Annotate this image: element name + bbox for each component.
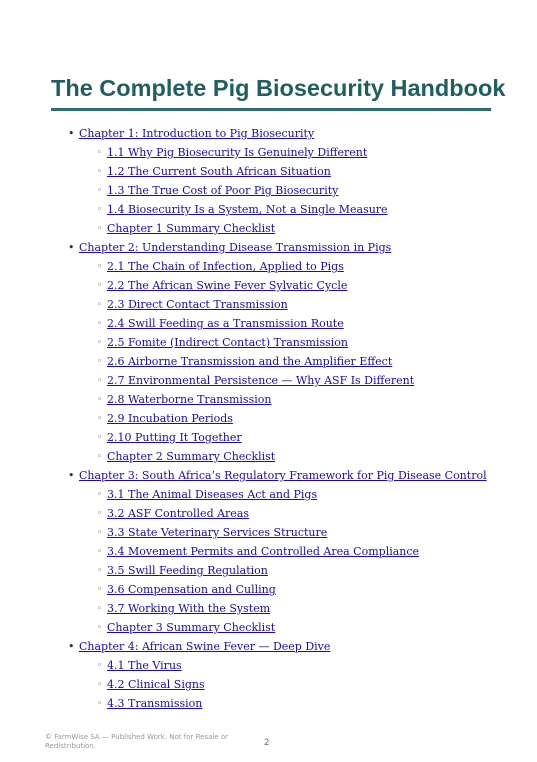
toc-section-list	[79, 145, 537, 237]
toc-section-item	[0, 544, 537, 560]
toc-section-item	[0, 183, 537, 199]
toc-chapter-item	[0, 240, 537, 465]
toc-chapter-item	[0, 639, 537, 712]
toc-section-link[interactable]: 3.2 ASF Controlled Areas	[107, 507, 250, 520]
toc-chapter-link[interactable]: Chapter 4: African Swine Fever — Deep Dive	[79, 640, 331, 653]
toc-section-link[interactable]: 4.2 Clinical Signs	[107, 678, 205, 691]
toc-section-link[interactable]: 2.5 Fomite (Indirect Contact) Transmission	[107, 336, 348, 349]
circle-bullet-icon: ◦	[97, 623, 103, 633]
toc-section-link[interactable]: 3.1 The Animal Diseases Act and Pigs	[107, 488, 318, 501]
toc-section-item	[0, 373, 537, 389]
toc-section-item	[0, 164, 537, 180]
toc-section-item	[0, 430, 537, 446]
circle-bullet-icon: ◦	[97, 604, 103, 614]
circle-bullet-icon: ◦	[97, 680, 103, 690]
toc-section-item	[0, 392, 537, 408]
toc-section-link[interactable]: 2.2 The African Swine Fever Sylvatic Cycle	[107, 279, 348, 292]
toc-section-item	[0, 145, 537, 161]
toc-section-link[interactable]: 2.6 Airborne Transmission and the Amplifier Effect	[107, 355, 393, 368]
toc-chapter-link[interactable]: Chapter 1: Introduction to Pig Biosecurity	[79, 127, 315, 140]
toc-section-link[interactable]: Chapter 2 Summary Checklist	[107, 450, 276, 463]
circle-bullet-icon: ◦	[97, 433, 103, 443]
toc-section-link[interactable]: 2.8 Waterborne Transmission	[107, 393, 272, 406]
toc-chapter-item	[0, 468, 537, 636]
toc-section-link[interactable]: 3.7 Working With the System	[107, 602, 271, 615]
toc-section-item	[0, 297, 537, 313]
toc-section-link[interactable]: 3.5 Swill Feeding Regulation	[107, 564, 268, 577]
toc-section-item	[0, 582, 537, 598]
circle-bullet-icon: ◦	[97, 300, 103, 310]
circle-bullet-icon: ◦	[97, 376, 103, 386]
toc-section-item	[0, 677, 537, 693]
circle-bullet-icon: ◦	[97, 585, 103, 595]
toc-chapter-link[interactable]: Chapter 3: South Africa’s Regulatory Framework for Pig Disease Control	[79, 469, 487, 482]
bullet-icon: •	[68, 469, 75, 482]
toc-section-item	[0, 278, 537, 294]
toc-section-item	[0, 335, 537, 351]
toc-section-item	[0, 411, 537, 427]
toc-section-item	[0, 202, 537, 218]
table-of-contents	[0, 126, 537, 712]
toc-section-link[interactable]: 2.4 Swill Feeding as a Transmission Route	[107, 317, 344, 330]
toc-section-link[interactable]: 1.3 The True Cost of Poor Pig Biosecurity	[107, 184, 339, 197]
toc-chapter-item	[0, 126, 537, 237]
toc-section-list	[79, 487, 537, 636]
circle-bullet-icon: ◦	[97, 566, 103, 576]
toc-section-link[interactable]: Chapter 1 Summary Checklist	[107, 222, 276, 235]
circle-bullet-icon: ◦	[97, 395, 103, 405]
toc-section-item	[0, 696, 537, 712]
circle-bullet-icon: ◦	[97, 661, 103, 671]
toc-section-link[interactable]: 4.1 The Virus	[107, 659, 182, 672]
toc-section-link[interactable]: 2.10 Putting It Together	[107, 431, 242, 444]
circle-bullet-icon: ◦	[97, 547, 103, 557]
bullet-icon: •	[68, 640, 75, 653]
circle-bullet-icon: ◦	[97, 357, 103, 367]
circle-bullet-icon: ◦	[97, 528, 103, 538]
toc-section-link[interactable]: 1.4 Biosecurity Is a System, Not a Single Measure	[107, 203, 388, 216]
page-number: 2	[264, 738, 270, 748]
circle-bullet-icon: ◦	[97, 205, 103, 215]
toc-section-link[interactable]: 3.3 State Veterinary Services Structure	[107, 526, 328, 539]
toc-section-link[interactable]: 2.9 Incubation Periods	[107, 412, 233, 425]
circle-bullet-icon: ◦	[97, 262, 103, 272]
toc-section-link[interactable]: 1.1 Why Pig Biosecurity Is Genuinely Different	[107, 146, 368, 159]
toc-section-link[interactable]: 2.7 Environmental Persistence — Why ASF Is Different	[107, 374, 415, 387]
bullet-icon: •	[68, 127, 75, 140]
toc-section-item	[0, 354, 537, 370]
toc-section-item	[0, 449, 537, 465]
toc-section-item	[0, 259, 537, 275]
toc-section-link[interactable]: 2.1 The Chain of Infection, Applied to Pigs	[107, 260, 344, 273]
toc-section-item	[0, 487, 537, 503]
toc-section-link[interactable]: 1.2 The Current South African Situation	[107, 165, 331, 178]
toc-section-list	[79, 658, 537, 712]
toc-section-item	[0, 601, 537, 617]
circle-bullet-icon: ◦	[97, 281, 103, 291]
toc-section-item	[0, 316, 537, 332]
circle-bullet-icon: ◦	[97, 699, 103, 709]
footer-copyright: © FarmWise SA — Published Work. Not for Resale or Redistribution.	[45, 733, 229, 750]
page-title: The Complete Pig Biosecurity Handbook	[51, 75, 506, 101]
circle-bullet-icon: ◦	[97, 167, 103, 177]
circle-bullet-icon: ◦	[97, 319, 103, 329]
toc-section-link[interactable]: 2.3 Direct Contact Transmission	[107, 298, 288, 311]
toc-section-link[interactable]: 3.6 Compensation and Culling	[107, 583, 276, 596]
toc-section-item	[0, 221, 537, 237]
toc-section-item	[0, 563, 537, 579]
toc-section-link[interactable]: 4.3 Transmission	[107, 697, 203, 710]
circle-bullet-icon: ◦	[97, 224, 103, 234]
toc-section-item	[0, 620, 537, 636]
circle-bullet-icon: ◦	[97, 452, 103, 462]
circle-bullet-icon: ◦	[97, 186, 103, 196]
circle-bullet-icon: ◦	[97, 490, 103, 500]
toc-section-item	[0, 506, 537, 522]
circle-bullet-icon: ◦	[97, 148, 103, 158]
toc-section-link[interactable]: Chapter 3 Summary Checklist	[107, 621, 276, 634]
toc-section-list	[79, 259, 537, 465]
toc-chapter-link[interactable]: Chapter 2: Understanding Disease Transmission in Pigs	[79, 241, 392, 254]
toc-section-item	[0, 525, 537, 541]
title-divider	[51, 108, 491, 111]
circle-bullet-icon: ◦	[97, 414, 103, 424]
bullet-icon: •	[68, 241, 75, 254]
toc-section-link[interactable]: 3.4 Movement Permits and Controlled Area Compliance	[107, 545, 420, 558]
toc-section-item	[0, 658, 537, 674]
circle-bullet-icon: ◦	[97, 338, 103, 348]
circle-bullet-icon: ◦	[97, 509, 103, 519]
